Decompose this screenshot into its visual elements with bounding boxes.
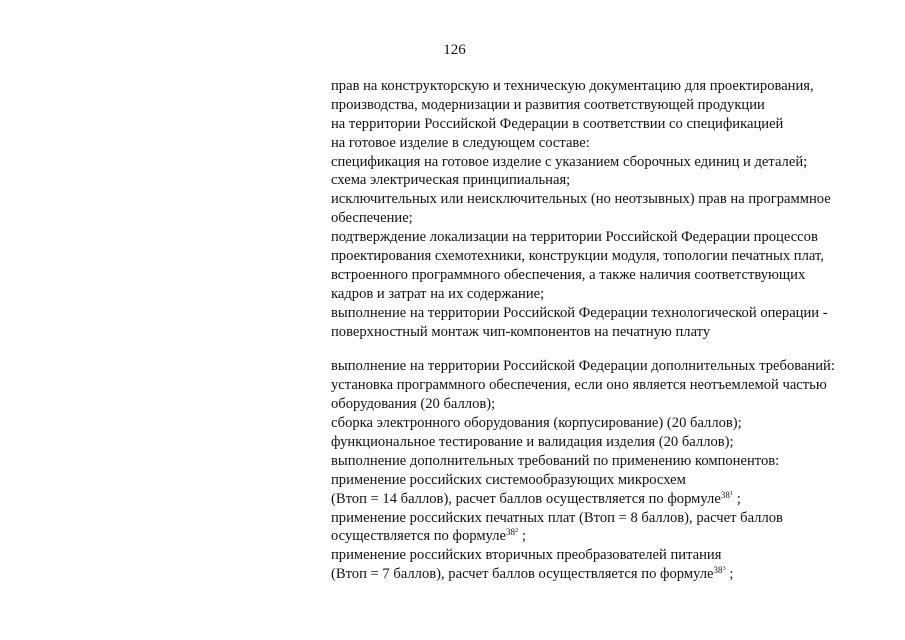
document-body	[331, 77, 891, 584]
formula-reference	[506, 527, 518, 537]
paragraph-gap	[331, 341, 891, 357]
text-line: встроенного программного обеспечения, а также наличия соответствующих	[331, 266, 806, 283]
page-number-text: 126	[443, 42, 466, 58]
text-line: обеспечение;	[331, 210, 413, 227]
text-line: кадров и затрат на их содержание;	[331, 285, 545, 302]
formula-reference-line	[331, 527, 891, 546]
text-line: установка программного обеспечения, если оно является неотъемлемой частью	[331, 377, 827, 394]
formula-index: 3	[722, 565, 726, 573]
text-line: оборудования (20 баллов);	[331, 396, 496, 413]
formula-reference	[714, 565, 726, 575]
formula-number: 38	[720, 489, 730, 500]
formula-number: 38	[505, 527, 515, 538]
text-line: прав на конструкторскую и техническую документацию для проектирования,	[331, 78, 814, 94]
text-line: применение российских вторичных преобразователей питания	[331, 547, 722, 564]
text-line: функциональное тестирование и валидация изделия (20 баллов);	[331, 434, 734, 451]
page-number	[0, 41, 905, 59]
text-line: спецификация на готовое изделие с указанием сборочных единиц и деталей;	[331, 153, 808, 170]
text-line: подтверждение локализации на территории Российской Федерации процессов	[331, 229, 818, 246]
text-segment: осуществляется по формуле	[331, 528, 506, 545]
text-segment: (Втоп = 14 баллов), расчет баллов осуществляется по формуле	[331, 490, 721, 507]
text-segment: ;	[733, 490, 741, 507]
text-line: применение российских системообразующих микросхем	[331, 471, 686, 488]
text-line: выполнение на территории Российской Федерации технологической операции -	[331, 304, 828, 321]
text-line: схема электрическая принципиальная;	[331, 172, 571, 189]
text-line: выполнение дополнительных требований по применению компонентов:	[331, 452, 780, 469]
text-line: исключительных или неисключительных (но неотзывных) прав на программное	[331, 191, 831, 208]
formula-number: 38	[713, 565, 723, 576]
text-line: на территории Российской Федерации в соответствии со спецификацией	[331, 115, 784, 132]
text-line: поверхностный монтаж чип-компонентов на печатную плату	[331, 323, 711, 340]
formula-index: 1	[729, 489, 734, 497]
paragraph-block-2	[331, 357, 891, 584]
formula-reference-line	[331, 565, 891, 584]
text-line: проектирования схемотехники, конструкции модуля, топологии печатных плат,	[331, 248, 824, 265]
text-line: на готовое изделие в следующем составе:	[331, 134, 590, 151]
formula-index: 2	[514, 527, 519, 535]
text-segment: (Втоп = 7 баллов), расчет баллов осуществляется по формуле	[331, 566, 714, 583]
text-line: сборка электронного оборудования (корпусирование) (20 баллов);	[331, 415, 742, 432]
formula-reference-line	[331, 490, 891, 509]
paragraph-block-1	[331, 77, 891, 341]
text-line: производства, модернизации и развития соответствующей продукции	[331, 96, 765, 113]
text-segment: ;	[725, 566, 734, 583]
text-line: применение российских печатных плат (Втоп = 8 баллов), расчет баллов	[331, 509, 783, 526]
text-segment: ;	[518, 528, 526, 545]
text-line: выполнение на территории Российской Федерации дополнительных требований:	[331, 358, 835, 375]
formula-reference	[721, 490, 733, 500]
